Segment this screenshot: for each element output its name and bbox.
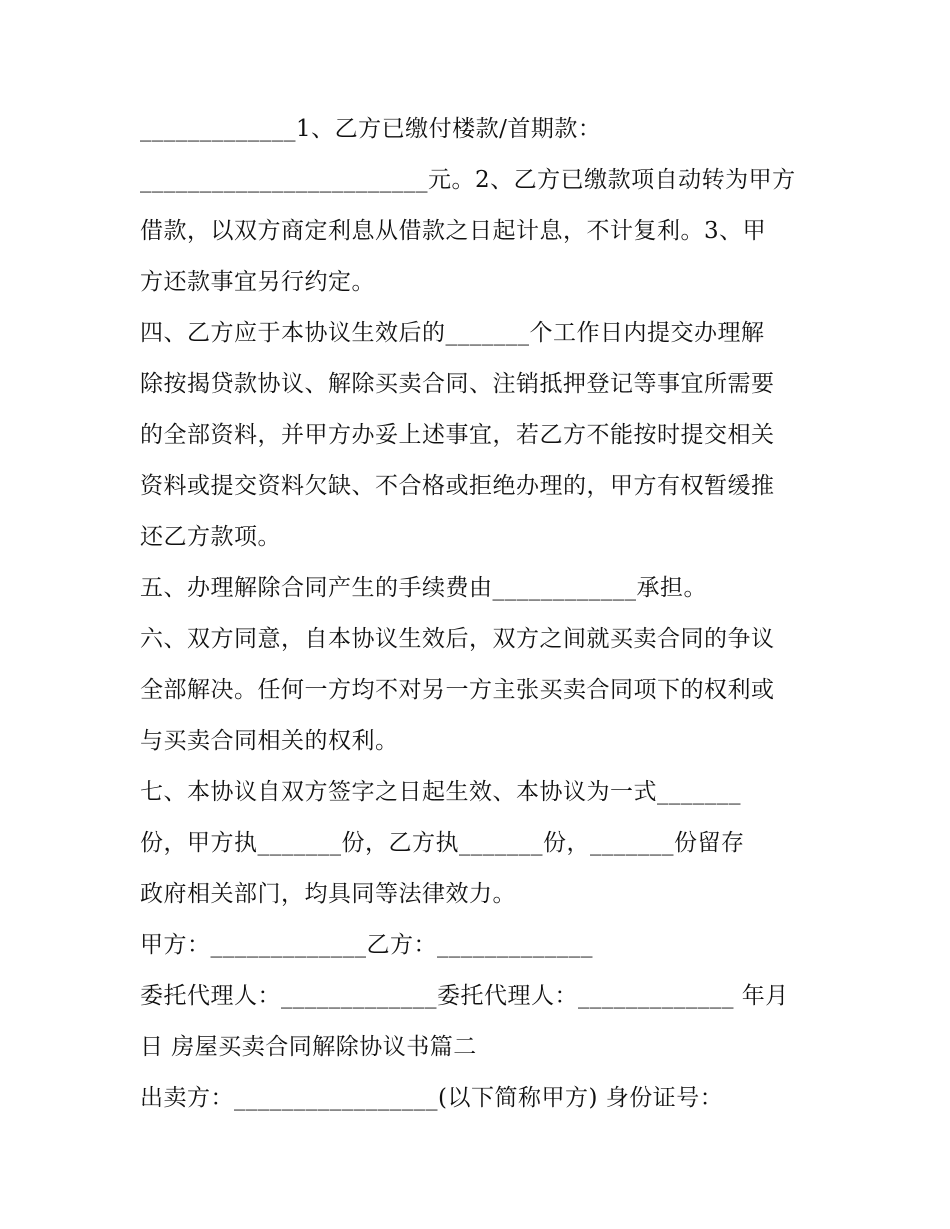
text-line: _____________1、乙方已缴付楼款/首期款： [140,116,602,142]
seller-info-line: 出卖方：_________________(以下简称甲方) 身份证号： [140,1085,724,1111]
text-line: 还乙方款项。 [140,524,281,550]
text-line: 除按揭贷款协议、解除买卖合同、注销抵押登记等事宜所需要 [140,371,775,397]
text-line: 六、双方同意，自本协议生效后，双方之间就买卖合同的争议 [140,626,775,652]
section-heading-line: 日 房屋买卖合同解除协议书篇二 [140,1034,477,1060]
agent-signature-line: 委托代理人：_____________委托代理人：_____________ 年月 [140,983,789,1009]
text-line: 借款，以双方商定利息从借款之日起计息，不计复利。3、甲 [140,218,767,244]
text-line: 七、本协议自双方签字之日起生效、本协议为一式_______ [140,779,741,805]
text-line: 份，甲方执_______份，乙方执_______份，_______份留存 [140,830,745,856]
text-line: 资料或提交资料欠缺、不合格或拒绝办理的，甲方有权暂缓推 [140,473,775,499]
text-line: 的全部资料，并甲方办妥上述事宜，若乙方不能按时提交相关 [140,422,775,448]
text-line: 政府相关部门，均具同等法律效力。 [140,881,516,907]
text-line: 五、办理解除合同产生的手续费由____________承担。 [140,575,707,601]
text-line: ________________________元。2、乙方已缴款项自动转为甲方 [140,167,796,193]
text-line: 与买卖合同相关的权利。 [140,728,399,754]
text-line: 四、乙方应于本协议生效后的_______个工作日内提交办理解 [140,320,765,346]
text-line: 方还款事宜另行约定。 [140,269,375,295]
signature-line: 甲方：_____________乙方：_____________ [140,932,593,958]
document-page [140,104,820,1124]
text-line: 全部解决。任何一方均不对另一方主张买卖合同项下的权利或 [140,677,775,703]
